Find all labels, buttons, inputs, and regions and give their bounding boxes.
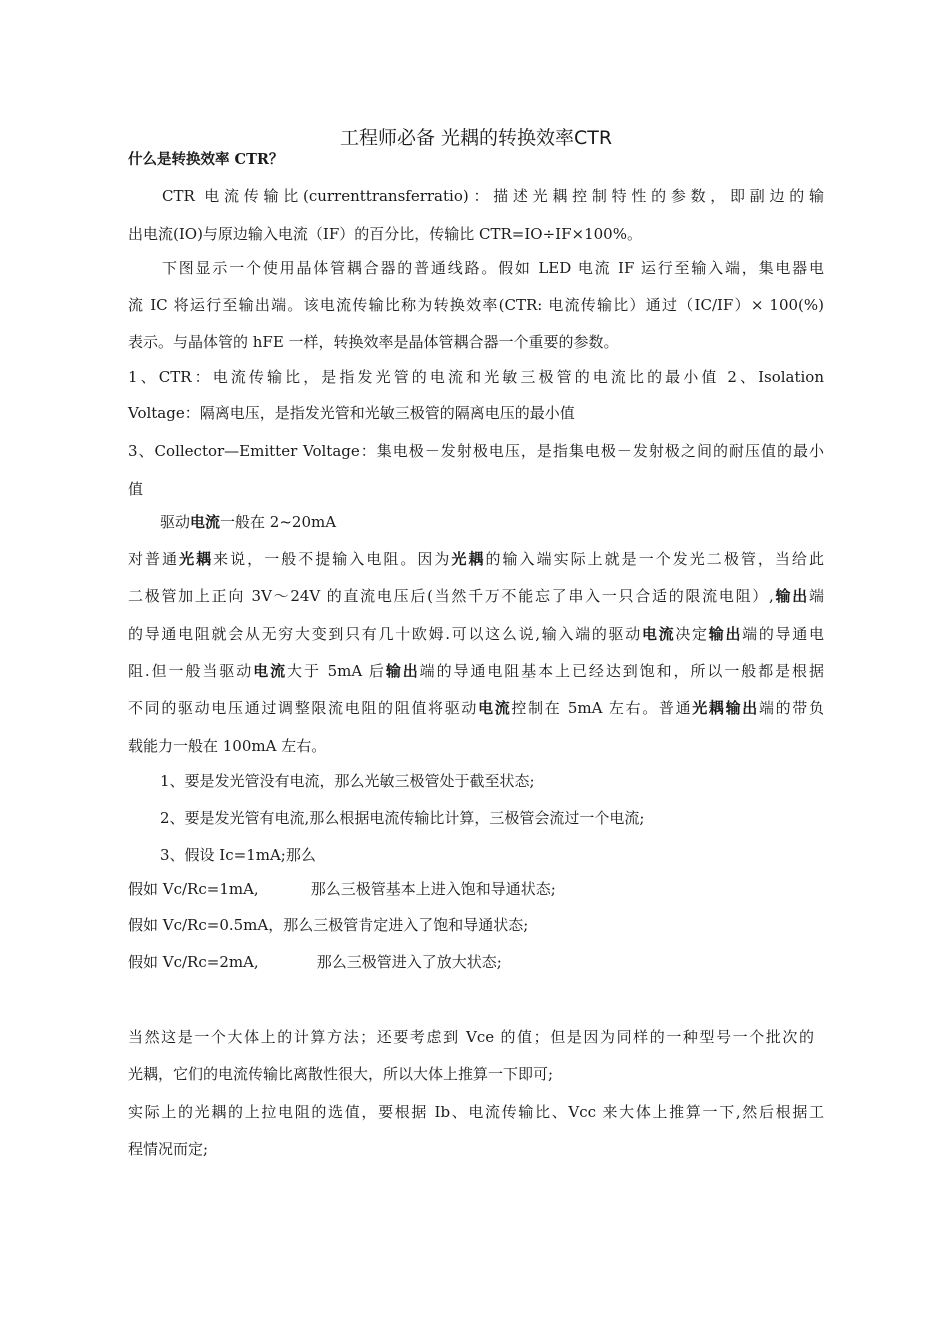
case-line: 假如 Vc/Rc=0.5mA，那么三极管肯定进入了饱和导通状态; <box>128 916 529 934</box>
para4-line2: 光耦，它们的电流传输比离散性很大，所以大体上推算一下即可; <box>128 1065 554 1083</box>
para1-line2: 出电流(IO)与原边输入电流（IF）的百分比，传输比 CTR=IO÷IF×100%。 <box>128 225 642 243</box>
item1-line2: Voltage：隔离电压，是指发光管和光敏三极管的隔离电压的最小值 <box>128 404 575 422</box>
state-item: 2、要是发光管有电流,那么根据电流传输比计算，三极管会流过一个电流; <box>160 809 645 827</box>
para2-line3: 表示。与晶体管的 hFE 一样，转换效率是晶体管耦合器一个重要的参数。 <box>128 333 619 351</box>
para3-line1: 对普通光耦来说，一般不提输入电阻。因为光耦的输入端实际上就是一个发光二极管，当给此 <box>128 550 824 568</box>
para3-line4: 阻.但一般当驱动电流大于 5mA 后输出端的导通电阻基本上已经达到饱和，所以一般都是根据 <box>128 662 824 680</box>
para4-line1: 当然这是一个大体上的计算方法；还要考虑到 Vce 的值；但是因为同样的一种型号一个批次的 <box>128 1028 814 1046</box>
para3-line5: 不同的驱动电压通过调整限流电阻的阻值将驱动电流控制在 5mA 左右。普通光耦输出端的带负 <box>128 699 824 717</box>
para5-line1: 实际上的光耦的上拉电阻的选值，要根据 Ib、电流传输比、Vcc 来大体上推算一下,然后根据工 <box>128 1103 824 1121</box>
para2-line2: 流 IC 将运行至输出端。该电流传输比称为转换效率(CTR: 电流传输比）通过（IC/IF）× 100(%) <box>128 296 824 314</box>
state-item: 3、假设 Ic=1mA;那么 <box>160 846 316 864</box>
para3-line3: 的导通电阻就会从无穷大变到只有几十欧姆.可以这么说,输入端的驱动电流决定输出端的导通电 <box>128 625 824 643</box>
drive-current-line: 驱动电流一般在 2~20mA <box>160 513 337 531</box>
item3-line2: 值 <box>128 480 144 498</box>
state-item: 1、要是发光管没有电流，那么光敏三极管处于截至状态; <box>160 772 535 790</box>
para3-line2: 二极管加上正向 3V～24V 的直流电压后(当然千万不能忘了串入一只合适的限流电阻）,输出端 <box>128 587 824 605</box>
para2-line1: 下图显示一个使用晶体管耦合器的普通线路。假如 LED 电流 IF 运行至输入端，集电器电 <box>162 259 824 277</box>
case-line: 假如 Vc/Rc=2mA, 那么三极管进入了放大状态; <box>128 953 502 971</box>
para5-line2: 程情况而定; <box>128 1140 209 1158</box>
para1-line1: CTR 电流传输比(currenttransferratio)：描述光耦控制特性的参数，即副边的输 <box>162 187 824 205</box>
para3-line6: 载能力一般在 100mA 左右。 <box>128 737 327 755</box>
item1-line1: 1、CTR：电流传输比，是指发光管的电流和光敏三极管的电流比的最小值 2、Isolation <box>128 368 824 386</box>
item3-line1: 3、Collector—Emitter Voltage：集电极－发射极电压，是指集电极－发射极之间的耐压值的最小 <box>128 442 824 460</box>
subheading: 什么是转换效率 CTR？ <box>128 151 284 168</box>
page-title: 工程师必备 光耦的转换效率CTR <box>339 127 613 149</box>
case-line: 假如 Vc/Rc=1mA, 那么三极管基本上进入饱和导通状态; <box>128 880 556 898</box>
